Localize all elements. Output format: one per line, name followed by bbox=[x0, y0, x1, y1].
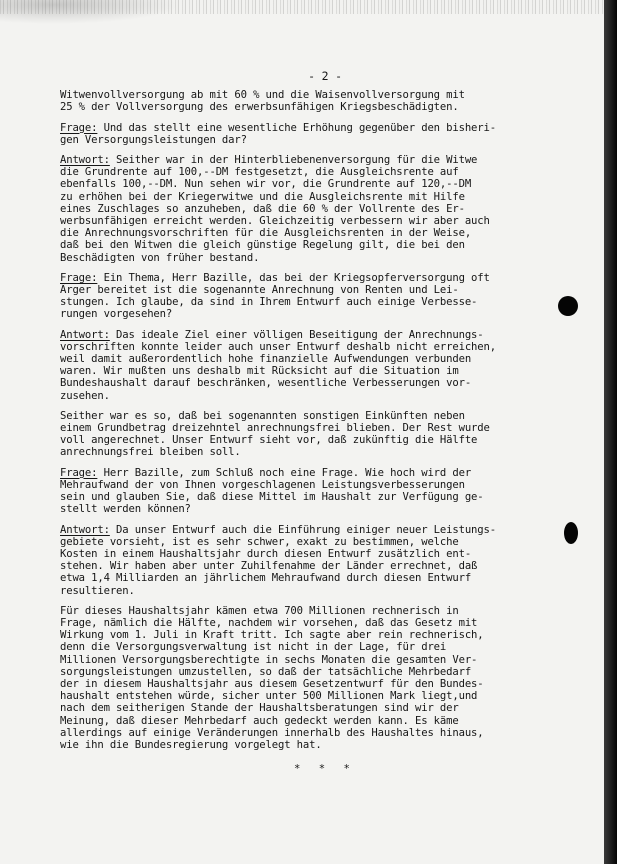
text-line bbox=[60, 89, 590, 101]
text-line bbox=[60, 365, 590, 377]
text-line bbox=[60, 252, 590, 264]
line-text: Ärger bereitet ist die sogenannte Anrechnung von Renten und Lei- bbox=[60, 284, 459, 297]
line-text: Für dieses Haushaltsjahr kämen etwa 700 Millionen rechnerisch in bbox=[60, 604, 459, 617]
line-text: Da unser Entwurf auch die Einführung einiger neuer Leistungs- bbox=[109, 523, 496, 536]
text-line bbox=[60, 560, 590, 572]
paragraph bbox=[60, 410, 590, 459]
line-text: sein und glauben Sie, daß diese Mittel im Haushalt zur Verfügung ge- bbox=[60, 491, 484, 504]
text-line bbox=[60, 690, 590, 702]
text-line bbox=[60, 239, 590, 251]
line-text: Und das stellt eine wesentliche Erhöhung gegenüber den bisheri- bbox=[97, 121, 496, 134]
line-text: nach dem seitherigen Stande der Haushaltsberatungen sind wir der bbox=[60, 702, 459, 715]
speaker-label: Antwort: bbox=[60, 523, 110, 536]
line-text: eines Zuschlages so anzuheben, daß die 60 % der Vollrente des Er- bbox=[60, 202, 465, 215]
text-line bbox=[60, 134, 590, 146]
line-text: resultieren. bbox=[60, 584, 135, 597]
line-text: sorgungsleistungen umzustellen, so daß der tatsächliche Mehrbedarf bbox=[60, 665, 472, 678]
scan-border bbox=[604, 0, 617, 864]
scan-smudge bbox=[0, 0, 180, 24]
line-text: die Anrechnungsvorschriften für die Ausgleichsrenten in der Weise, bbox=[60, 227, 472, 240]
text-line bbox=[60, 101, 590, 113]
text-line bbox=[60, 191, 590, 203]
text-line bbox=[60, 353, 590, 365]
text-line bbox=[60, 702, 590, 714]
text-line bbox=[60, 341, 590, 353]
text-line bbox=[60, 203, 590, 215]
line-text: Seither war es so, daß bei sogenannten sonstigen Einkünften neben bbox=[60, 409, 465, 422]
text-line bbox=[60, 548, 590, 560]
line-text: stungen. Ich glaube, da sind in Ihrem Entwurf auch einige Verbesse- bbox=[60, 296, 478, 309]
text-line bbox=[60, 296, 590, 308]
speaker-label: Frage: bbox=[60, 466, 98, 479]
text-line bbox=[60, 617, 590, 629]
text-line bbox=[60, 377, 590, 389]
line-text: zu erhöhen bei der Kriegerwitwe und die Ausgleichsrente mit Hilfe bbox=[60, 190, 465, 203]
line-text: Mehraufwand der von Ihnen vorgeschlagenen Leistungsverbesserungen bbox=[60, 478, 465, 491]
text-line bbox=[60, 585, 590, 597]
answer-paragraph bbox=[60, 154, 590, 264]
line-text: einem Grundbetrag dreizehntel anrechnungsfrei blieben. Der Rest wurde bbox=[60, 422, 490, 435]
text-line bbox=[60, 629, 590, 641]
line-text: Meinung, daß dieser Mehrbedarf auch gedeckt werden kann. Es käme bbox=[60, 714, 459, 727]
text-line bbox=[60, 308, 590, 320]
text-line bbox=[60, 422, 590, 434]
line-text: rungen vorgesehen? bbox=[60, 308, 173, 321]
line-text: vorschriften konnte leider auch unser Entwurf deshalb nicht erreichen, bbox=[60, 340, 496, 353]
speaker-label: Frage: bbox=[60, 271, 98, 284]
text-line bbox=[60, 446, 590, 458]
text-line bbox=[60, 479, 590, 491]
question-paragraph bbox=[60, 467, 590, 516]
text-line bbox=[60, 215, 590, 227]
text-line bbox=[60, 503, 590, 515]
text-line bbox=[60, 434, 590, 446]
line-text: Das ideale Ziel einer völligen Beseitigung der Anrechnungs- bbox=[109, 328, 484, 341]
text-line bbox=[60, 739, 590, 751]
line-text: denn die Versorgungsverwaltung ist nicht in der Lage, für drei bbox=[60, 641, 447, 654]
line-text: etwa 1,4 Milliarden an jährlichem Mehraufwand durch diesen Entwurf bbox=[60, 572, 472, 585]
text-line bbox=[60, 491, 590, 503]
document-body bbox=[60, 70, 590, 775]
line-text: Kosten in einem Haushaltsjahr durch diesen Entwurf zusätzlich ent- bbox=[60, 547, 472, 560]
line-text: weil damit außerordentlich hohe finanzielle Aufwendungen verbunden bbox=[60, 353, 472, 366]
text-line bbox=[60, 227, 590, 239]
text-line bbox=[60, 727, 590, 739]
line-text: 25 % der Vollversorgung des erwerbsunfähigen Kriegsbeschädigten. bbox=[60, 101, 459, 114]
question-paragraph bbox=[60, 272, 590, 321]
speaker-label: Antwort: bbox=[60, 328, 110, 341]
line-text: der in diesem Haushaltsjahr aus diesem Gesetzentwurf für den Bundes- bbox=[60, 677, 484, 690]
line-text: Witwenvollversorgung ab mit 60 % und die Waisenvollversorgung mit bbox=[60, 89, 465, 102]
text-line bbox=[60, 166, 590, 178]
text-line bbox=[60, 678, 590, 690]
line-text: stellt werden können? bbox=[60, 503, 191, 516]
paragraph bbox=[60, 89, 590, 113]
line-text: Ein Thema, Herr Bazille, das bei der Kriegsopferversorgung oft bbox=[97, 271, 490, 284]
speaker-label: Frage: bbox=[60, 121, 98, 134]
text-line bbox=[60, 715, 590, 727]
line-text: Beschädigten von früher bestand. bbox=[60, 251, 260, 264]
text-line bbox=[60, 654, 590, 666]
text-line bbox=[60, 122, 590, 134]
text-line bbox=[60, 284, 590, 296]
line-text: stehen. Wir haben aber unter Zuhilfenahme der Länder errechnet, daß bbox=[60, 560, 478, 573]
line-text: anrechnungsfrei bleiben soll. bbox=[60, 446, 241, 459]
answer-paragraph bbox=[60, 329, 590, 402]
text-line bbox=[60, 410, 590, 422]
line-text: haushalt entstehen würde, sicher unter 500 Millionen Mark liegt,und bbox=[60, 690, 478, 703]
paragraph bbox=[60, 605, 590, 751]
page-number: - 2 - bbox=[308, 69, 342, 83]
paragraph-list bbox=[60, 89, 590, 751]
text-line bbox=[60, 641, 590, 653]
line-text: Herr Bazille, zum Schluß noch eine Frage. Wie hoch wird der bbox=[97, 466, 472, 479]
end-mark: * * * bbox=[294, 763, 356, 776]
line-text: daß bei den Witwen die gleich günstige Regelung gilt, die bei den bbox=[60, 239, 465, 252]
line-text: allerdings auf einige Veränderungen innerhalb des Haushaltes hinaus, bbox=[60, 726, 484, 739]
line-text: Bundeshaushalt darauf beschränken, wesentliche Verbesserungen vor- bbox=[60, 377, 472, 390]
line-text: Seither war in der Hinterbliebenenversorgung für die Witwe bbox=[109, 154, 478, 167]
line-text: wie ihn die Bundesregierung vorgelegt hat. bbox=[60, 738, 322, 751]
question-paragraph bbox=[60, 122, 590, 146]
text-line bbox=[60, 467, 590, 479]
text-line bbox=[60, 666, 590, 678]
text-line bbox=[60, 390, 590, 402]
text-line bbox=[60, 536, 590, 548]
text-line bbox=[60, 572, 590, 584]
line-text: zusehen. bbox=[60, 389, 110, 402]
speaker-label: Antwort: bbox=[60, 154, 110, 167]
text-line bbox=[60, 154, 590, 166]
text-line bbox=[60, 272, 590, 284]
text-line bbox=[60, 329, 590, 341]
line-text: die Grundrente auf 100,--DM festgesetzt, die Ausgleichsrente auf bbox=[60, 166, 459, 179]
answer-paragraph bbox=[60, 524, 590, 597]
line-text: gen Versorgungsleistungen dar? bbox=[60, 133, 247, 146]
line-text: voll angerechnet. Unser Entwurf sieht vor, daß zukünftig die Hälfte bbox=[60, 434, 478, 447]
line-text: waren. Wir mußten uns deshalb mit Rücksicht auf die Situation im bbox=[60, 365, 459, 378]
line-text: Millionen Versorgungsberechtigte in sechs Monaten die gesamten Ver- bbox=[60, 653, 478, 666]
text-line bbox=[60, 605, 590, 617]
text-line bbox=[60, 178, 590, 190]
text-line bbox=[60, 524, 590, 536]
line-text: werbsunfähigen erreicht werden. Gleichzeitig verbessern wir aber auch bbox=[60, 215, 490, 228]
line-text: Frage, nämlich die Hälfte, nachdem wir vorsehen, daß das Gesetz mit bbox=[60, 616, 478, 629]
line-text: ebenfalls 100,--DM. Nun sehen wir vor, die Grundrente auf 120,--DM bbox=[60, 178, 472, 191]
line-text: gebiete vorsieht, ist es sehr schwer, exakt zu bestimmen, welche bbox=[60, 535, 459, 548]
line-text: Wirkung vom 1. Juli in Kraft tritt. Ich sagte aber rein rechnerisch, bbox=[60, 629, 484, 642]
